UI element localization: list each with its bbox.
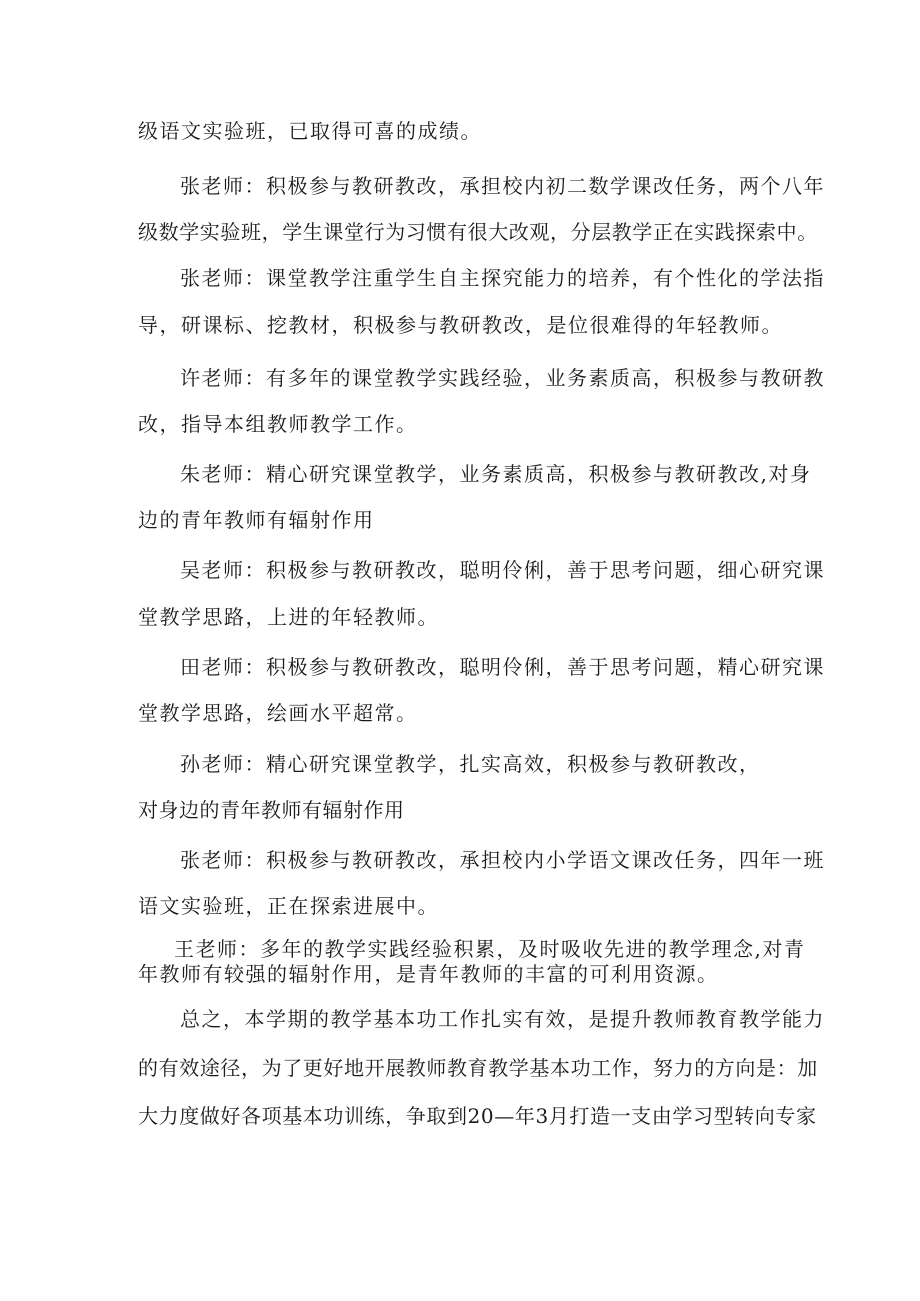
text-line: 许老师：有多年的课堂教学实践经验，业务素质高，积极参与教研教 <box>180 366 825 390</box>
text-line: 张老师：课堂教学注重学生自主探究能力的培养，有个性化的学法指 <box>180 266 825 290</box>
text-line: 导，研课标、挖教材，积极参与教研教改，是位很难得的年轻教师。 <box>138 313 783 337</box>
text-line: 大力度做好各项基本功训练，争取到20—年3月打造一支由学习型转向专家 <box>138 1104 817 1128</box>
text-line: 田老师：积极参与教研教改，聪明伶俐，善于思考问题，精心研究课 <box>180 655 825 679</box>
text-line: 改，指导本组教师教学工作。 <box>138 412 418 436</box>
text-line: 年教师有较强的辐射作用，是青年教师的丰富的可利用资源。 <box>138 962 719 986</box>
text-line: 语文实验班，正在探索进展中。 <box>138 894 439 918</box>
text-line: 的有效途径，为了更好地开展教师教育教学基本功工作，努力的方向是：加 <box>138 1056 818 1080</box>
text-line: 张老师：积极参与教研教改，承担校内小学语文课改任务，四年一班 <box>180 848 825 872</box>
text-line: 王老师：多年的教学实践经验积累，及时吸收先进的教学理念,对青 <box>174 937 806 961</box>
text-line: 孙老师：精心研究课堂教学，扎实高效，积极参与教研教改， <box>180 752 761 776</box>
text-line: 朱老师：精心研究课堂教学，业务素质高，积极参与教研教改,对身 <box>180 462 812 486</box>
text-line: 对身边的青年教师有辐射作用 <box>138 798 405 822</box>
text-line: 级数学实验班，学生课堂行为习惯有很大改观，分层教学正在实践探索中。 <box>138 220 818 244</box>
text-line: 张老师：积极参与教研教改，承担校内初二数学课改任务，两个八年 <box>180 174 825 198</box>
text-line: 吴老师：积极参与教研教改，聪明伶俐，善于思考问题，细心研究课 <box>180 558 825 582</box>
text-line: 堂教学思路，绘画水平超常。 <box>138 701 418 725</box>
text-line: 总之，本学期的教学基本功工作扎实有效，是提升教师教育教学能力 <box>180 1007 825 1031</box>
text-line: 级语文实验班，已取得可喜的成绩。 <box>138 119 482 143</box>
text-line: 边的青年教师有辐射作用 <box>138 508 375 532</box>
text-line: 堂教学思路，上进的年轻教师。 <box>138 605 439 629</box>
